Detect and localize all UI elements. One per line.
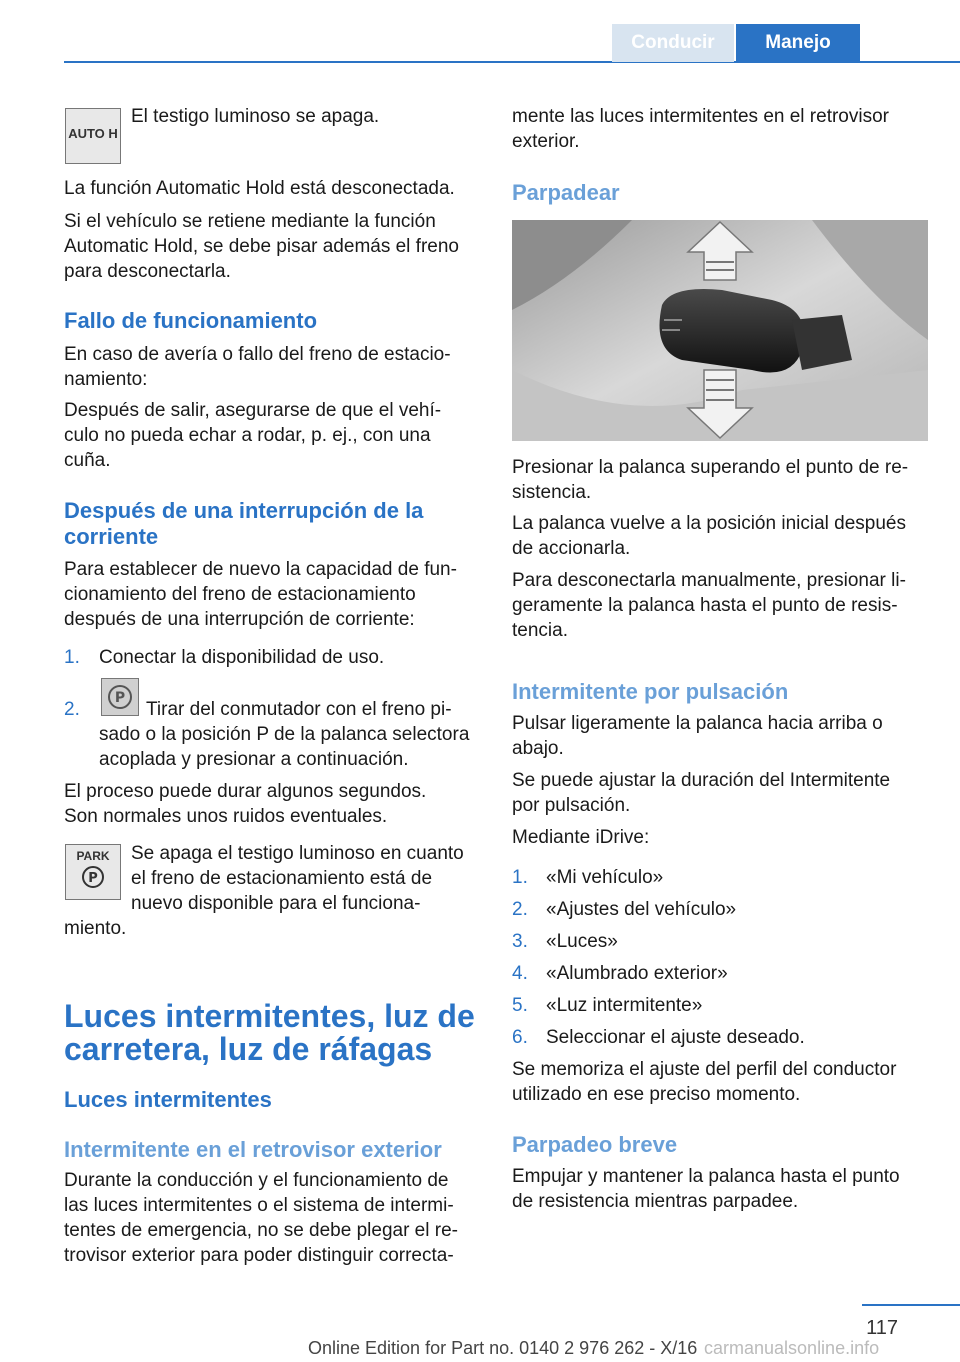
menu-step-number: 6. (512, 1027, 528, 1048)
menu-step-text: «Ajustes del vehículo» (546, 899, 737, 920)
breve-heading: Parpadeo breve (512, 1132, 678, 1157)
step-2-text: Tirar del conmutador con el freno pi‐ sado o la posición P de la palanca selectora acoplada y presionar a continuación. (99, 699, 470, 770)
fallo-para-1: En caso de avería o fallo del freno de estacio‐ namiento: (64, 344, 451, 390)
tab-manejo[interactable]: Manejo (736, 24, 860, 62)
auto-hold-icon-label: AUTO H (68, 126, 118, 141)
svg-text:P: P (88, 871, 98, 886)
menu-step-number: 5. (512, 995, 528, 1016)
footer-rule (862, 1304, 960, 1306)
retrovisor-para: Durante la conducción y el funcionamiento de las luces intermitentes o el sistema de intermi‐ tentes de emergencia, no se debe plegar el re‐ trovisor exterior para poder distinguir correcta‐ (64, 1170, 458, 1266)
park-icon-label: PARK (76, 849, 110, 863)
auto-hold-note: El testigo luminoso se apaga. (131, 106, 380, 127)
menu-step-number: 2. (512, 899, 528, 920)
interrupcion-para: Para establecer de nuevo la capacidad de fun‐ cionamiento del freno de estacionamiento después de una interrupción de corriente: (64, 559, 457, 630)
menu-step-number: 1. (512, 867, 528, 888)
automatic-hold-para: Si el vehículo se retiene mediante la función Automatic Hold, se debe pisar además el freno para desconectarla. (64, 211, 459, 282)
page-number: 117 (866, 1317, 898, 1339)
menu-step-number: 4. (512, 963, 528, 984)
parpadear-heading: Parpadear (512, 180, 620, 205)
breve-para: Empujar y mantener la palanca hasta el punto de resistencia mientras parpadee. (512, 1166, 900, 1212)
desconectar-para: Para desconectarla manualmente, presionar li‐ geramente la palanca hasta el punto de resis‐ tencia. (512, 570, 906, 641)
menu-step-text: «Mi vehículo» (546, 867, 664, 888)
automatic-hold-off: La función Automatic Hold está desconectada. (64, 178, 455, 199)
interrupcion-heading: Después de una interrupción de la corriente (64, 498, 424, 549)
step-2-number: 2. (64, 699, 80, 720)
luces-heading: Luces intermitentes, luz de carretera, luz de ráfagas (64, 998, 475, 1067)
fallo-para-2: Después de salir, asegurarse de que el vehí‐ culo no pueda echar a rodar, p. ej., con una cuña. (64, 400, 442, 471)
menu-step-text: «Luz intermitente» (546, 995, 703, 1016)
luces-intermitentes-heading: Luces intermitentes (64, 1087, 272, 1112)
turn-signal-lever-illustration (512, 220, 928, 441)
menu-step-text: «Luces» (546, 931, 618, 952)
idrive-para: Mediante iDrive: (512, 827, 650, 848)
pulsacion-heading: Intermitente por pulsación (512, 679, 789, 704)
park-note: Se apaga el testigo luminoso en cuanto el freno de estacionamiento está de nuevo disponible para el funciona‐ (131, 843, 464, 914)
ajustar-para: Se puede ajustar la duración del Intermitente por pulsación. (512, 770, 891, 816)
pulsacion-para: Pulsar ligeramente la palanca hacia arriba o abajo. (512, 713, 883, 759)
tab-conducir[interactable]: Conducir (612, 24, 734, 62)
retrovisor-para-cont: mente las luces intermitentes en el retrovisor exterior. (512, 106, 889, 152)
step-1-text: Conectar la disponibilidad de uso. (99, 647, 385, 668)
retrovisor-heading: Intermitente en el retrovisor exterior (64, 1137, 442, 1162)
park-note-end: miento. (64, 918, 127, 939)
proceso-para: El proceso puede durar algunos segundos. Son normales unos ruidos eventuales. (64, 781, 427, 827)
menu-step-text: «Alumbrado exterior» (546, 963, 728, 984)
presionar-para: Presionar la palanca superando el punto de re‐ sistencia. (512, 457, 909, 503)
menu-step-number: 3. (512, 931, 528, 952)
step-1-number: 1. (64, 647, 80, 668)
svg-text:P: P (114, 690, 126, 706)
fallo-heading: Fallo de funcionamiento (64, 308, 318, 333)
menu-step-text: Seleccionar el ajuste deseado. (546, 1027, 805, 1048)
auto-hold-icon (65, 108, 121, 164)
edition-note: Online Edition for Part no. 0140 2 976 262 - X/16 (308, 1338, 698, 1358)
park-icon (65, 844, 121, 900)
watermark: carmanualsonline.info (704, 1338, 880, 1358)
vuelve-para: La palanca vuelve a la posición inicial después de accionarla. (512, 513, 906, 559)
memoriza-para: Se memoriza el ajuste del perfil del conductor utilizado en ese preciso momento. (512, 1059, 897, 1105)
